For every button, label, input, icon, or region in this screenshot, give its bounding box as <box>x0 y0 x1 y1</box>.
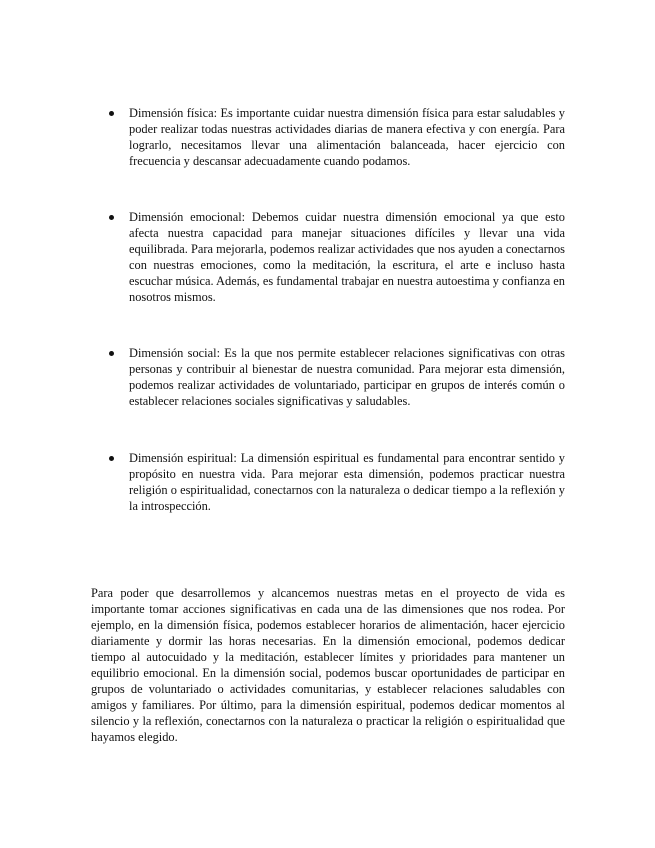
bullet-text: Dimensión física: Es importante cuidar nuestra dimensión física para estar saludables y poder realizar todas nuestras actividades diarias de manera efectiva y con energía. Para lograrlo, necesitamos llevar una alimentación balanceada, hacer ejercicio con frecuencia y descansar adecuadamente cuando podamos. <box>129 106 565 168</box>
bullet-dot-icon <box>109 215 114 220</box>
closing-paragraph: Para poder que desarrollemos y alcancemos nuestras metas en el proyecto de vida es importante tomar acciones significativas en cada una de las dimensiones que nos rodea. Por ejemplo, en la dimensión física, podemos establecer horarios de alimentación, hacer ejercicio diariamente y dormir las horas necesarias. En la dimensión emocional, podemos dedicar tiempo al autocuidado y la meditación, establecer límites y prioridades para mantener un equilibrio emocional. En la dimensión social, podemos buscar oportunidades de participar en grupos de voluntariado o actividades comunitarias, y establecer relaciones saludables con amigos y familiares. Por último, para la dimensión espiritual, podemos dedicar momentos al silencio y la reflexión, conectarnos con la naturaleza o practicar la religión o espiritualidad que hayamos elegido. <box>91 586 565 744</box>
bullet-text: Dimensión emocional: Debemos cuidar nuestra dimensión emocional ya que esto afecta nuestra capacidad para manejar situaciones difíciles y llevar una vida equilibrada. Para mejorarla, podemos realizar actividades que nos ayuden a conectarnos con nuestras emociones, como la meditación, la escritura, el arte e incluso hasta escuchar música. Además, es fundamental trabajar en nuestra autoestima y confianza en nosotros mismos. <box>129 210 565 304</box>
bullet-dot-icon <box>109 351 114 356</box>
bullet-spiritual-dimension <box>129 450 565 514</box>
bullet-text: Dimensión social: Es la que nos permite establecer relaciones significativas con otras personas y contribuir al bienestar de nuestra comunidad. Para mejorar esta dimensión, podemos realizar actividades de voluntariado, participar en grupos de interés común o establecer relaciones sociales significativas y saludables. <box>129 346 565 408</box>
bullet-dot-icon <box>109 456 114 461</box>
bullet-emotional-dimension <box>129 209 565 305</box>
bullet-text: Dimensión espiritual: La dimensión espiritual es fundamental para encontrar sentido y propósito en nuestra vida. Para mejorar esta dimensión, podemos practicar nuestra religión o espiritualidad, conectarnos con la naturaleza o dedicar tiempo a la reflexión y la introspección. <box>129 451 565 513</box>
bullet-physical-dimension <box>129 105 565 169</box>
bullet-dot-icon <box>109 111 114 116</box>
bullet-social-dimension <box>129 345 565 409</box>
